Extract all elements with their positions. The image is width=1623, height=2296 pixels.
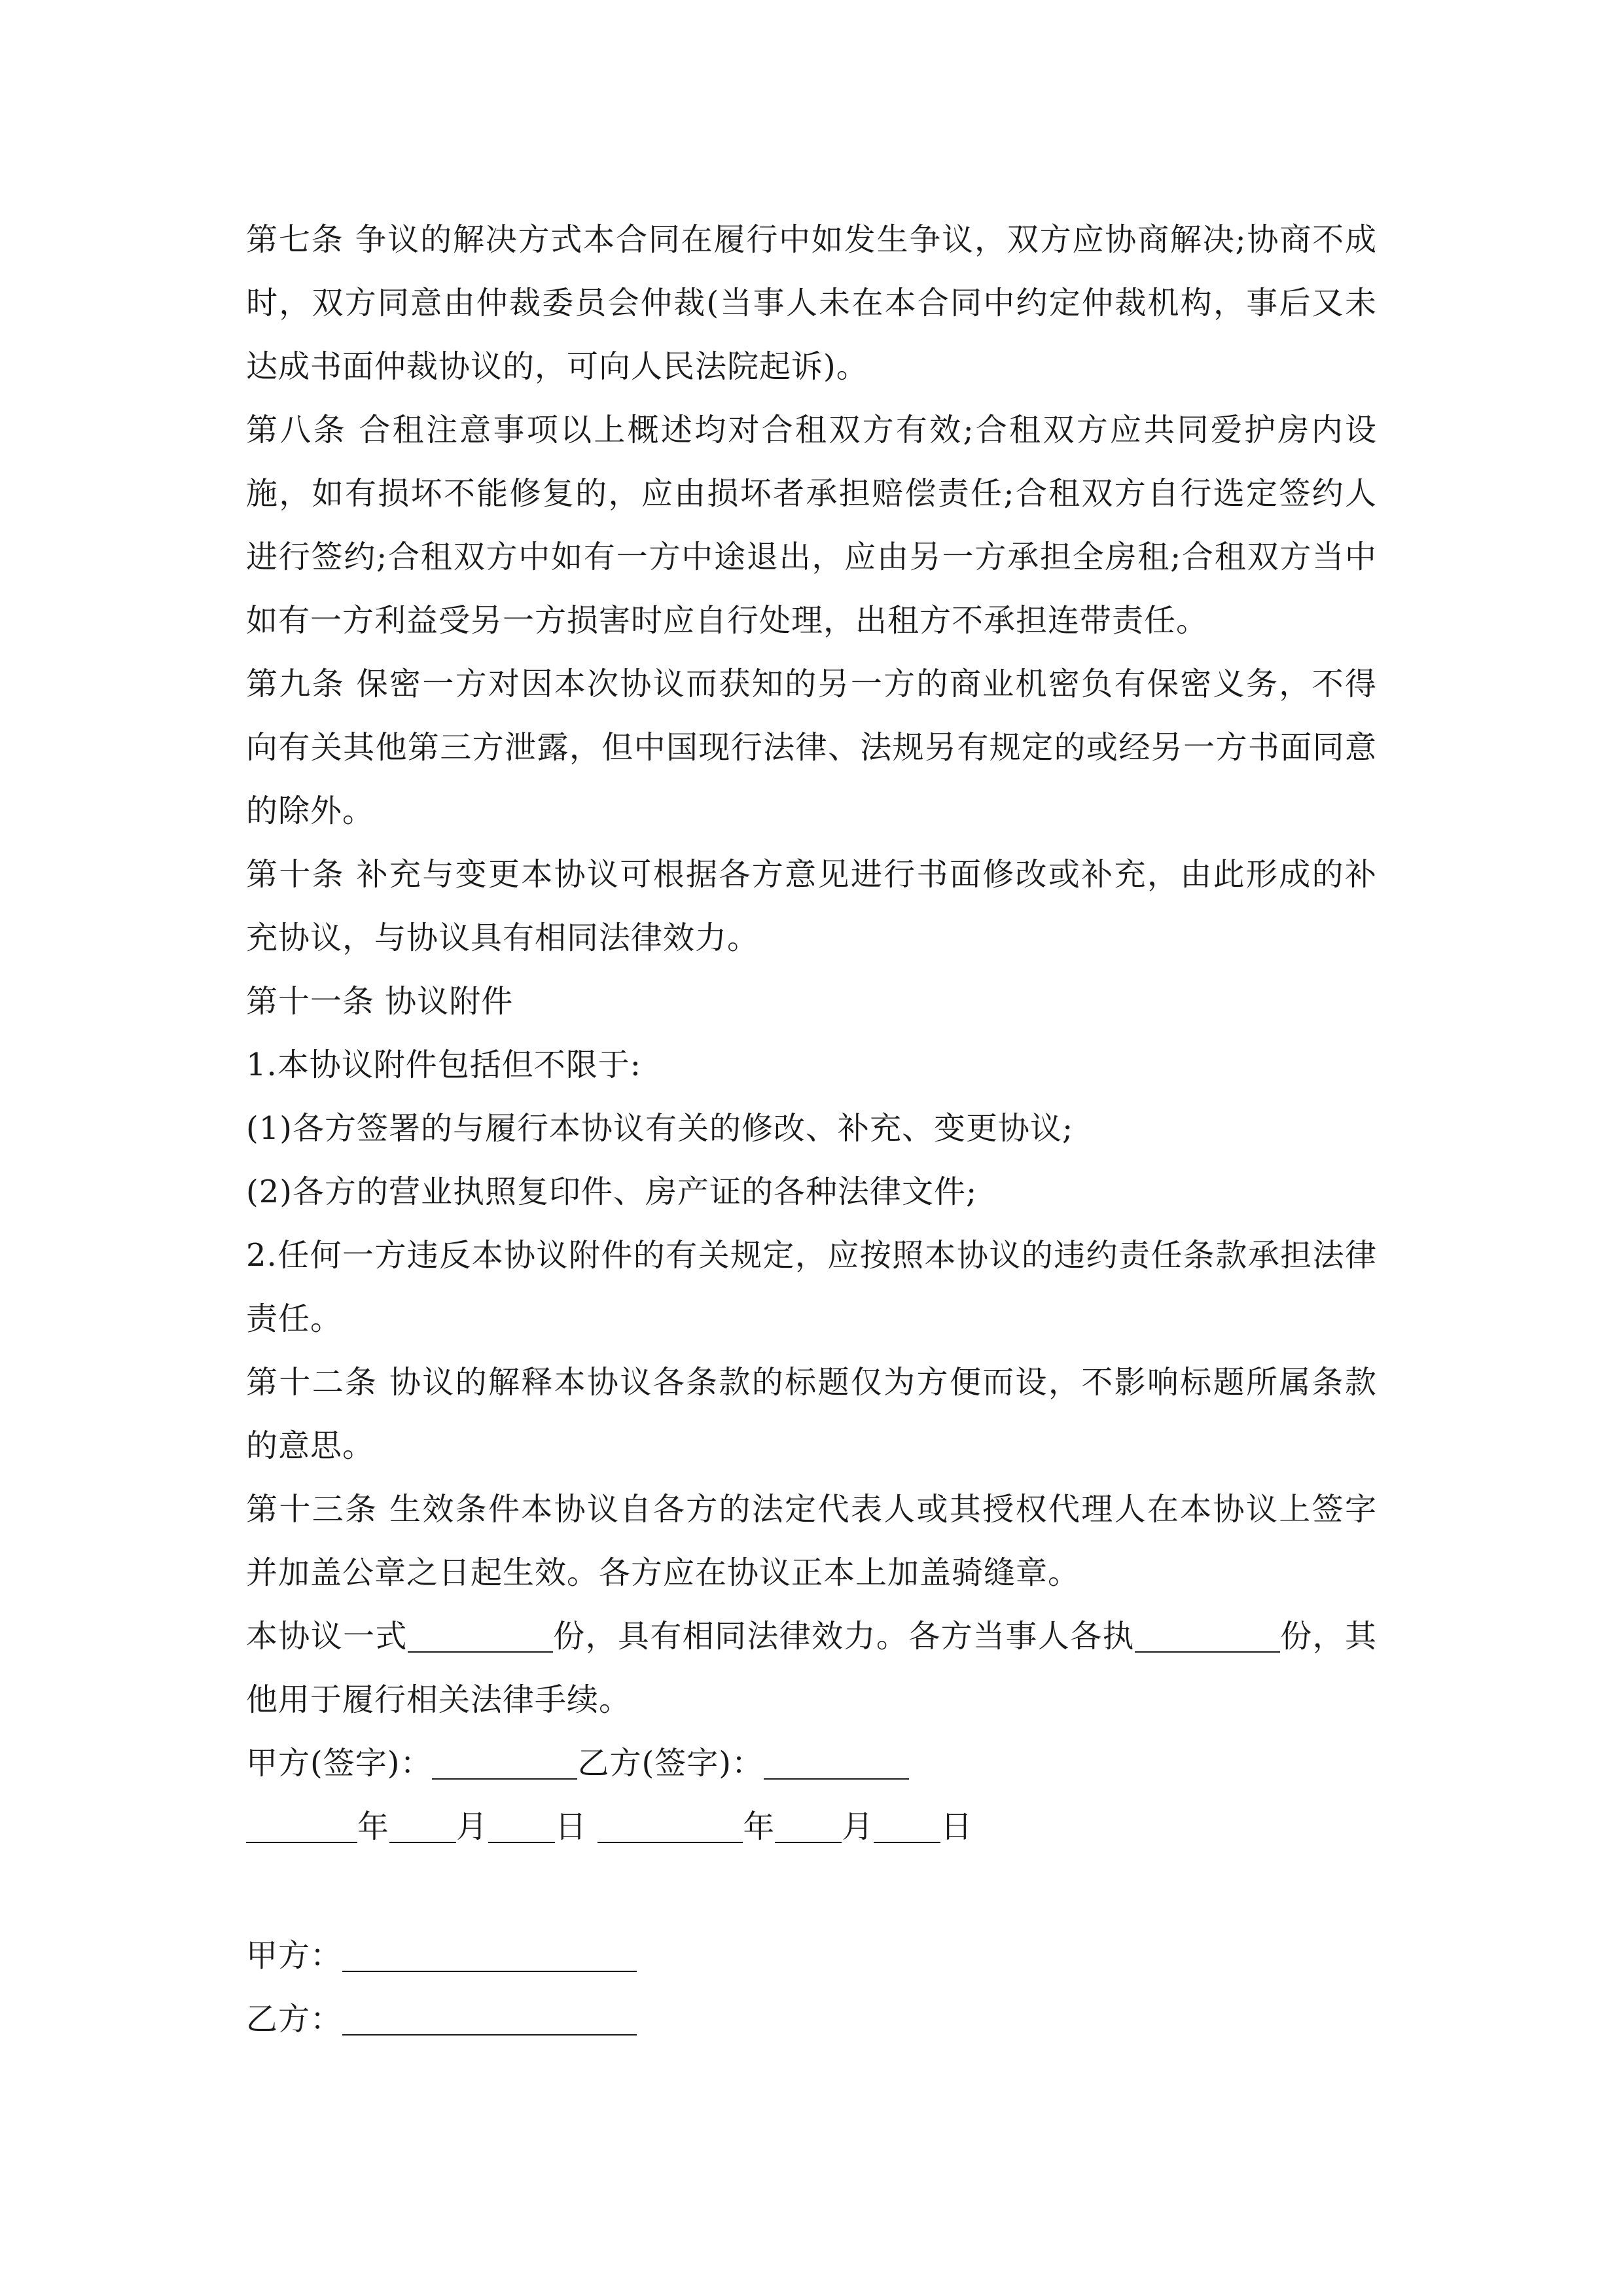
copies-text-3: 份，其他用于履行相关法律手续。 <box>246 1618 1377 1718</box>
article-9: 第九条 保密一方对因本次协议而获知的另一方的商业机密负有保密义务，不得向有关其他第三方泄露，但中国现行法律、法规另有规定的或经另一方书面同意的除外。 <box>246 666 1377 829</box>
party-b-blank[interactable] <box>342 2001 637 2035</box>
article-8: 第八条 合租注意事项以上概述均对合租双方有效;合租双方应共同爱护房内设施，如有损坏不能修复的，应由损坏者承担赔偿责任;合租双方自行选定签约人进行签约;合租双方中如有一方中途退出，应由另一方承担全房租;合租双方当中如有一方利益受另一方损害时应自行处理，出租方不承担连带责任。 <box>246 412 1377 639</box>
party-a-blank[interactable] <box>342 1937 637 1971</box>
article-11-item-2: 2.任何一方违反本协议附件的有关规定，应按照本协议的违约责任条款承担法律责任。 <box>246 1237 1377 1337</box>
article-11-sub-item-1: (1)各方签署的与履行本协议有关的修改、补充、变更协议; <box>246 1110 1074 1147</box>
article-11-item-1: 1.本协议附件包括但不限于: <box>246 1047 641 1083</box>
article-11-title: 第十一条 协议附件 <box>246 983 514 1020</box>
party-a-line <box>246 1924 1377 1988</box>
party-a-sign-blank[interactable] <box>432 1745 577 1779</box>
copies-total-blank[interactable] <box>408 1618 553 1652</box>
party-a-day-blank[interactable] <box>488 1808 555 1842</box>
party-b-label: 乙方： <box>246 2001 343 2037</box>
party-b-month-blank[interactable] <box>775 1808 842 1842</box>
party-b-day-blank[interactable] <box>874 1808 940 1842</box>
article-13: 第十三条 生效条件本协议自各方的法定代表人或其授权代理人在本协议上签字并加盖公章之日起生效。各方应在协议正本上加盖骑缝章。 <box>246 1491 1377 1591</box>
party-b-year-blank[interactable] <box>597 1808 743 1842</box>
copies-clause <box>246 1605 1377 1732</box>
copies-each-blank[interactable] <box>1135 1618 1280 1652</box>
party-a-label: 甲方： <box>246 1937 343 1974</box>
party-a-year-blank[interactable] <box>246 1808 357 1842</box>
article-10: 第十条 补充与变更本协议可根据各方意见进行书面修改或补充，由此形成的补充协议，与协议具有相同法律效力。 <box>246 856 1377 956</box>
signature-line <box>246 1732 1377 1795</box>
article-12: 第十二条 协议的解释本协议各条款的标题仅为方便而设，不影响标题所属条款的意思。 <box>246 1364 1377 1464</box>
copies-text-2: 份，具有相同法律效力。各方当事人各执 <box>552 1618 1135 1655</box>
month-label: 月 <box>842 1808 874 1845</box>
year-label: 年 <box>357 1808 390 1845</box>
party-b-sign-blank[interactable] <box>764 1745 909 1779</box>
party-a-sign-label: 甲方(签字)： <box>246 1745 433 1782</box>
month-label: 月 <box>456 1808 489 1845</box>
article-7: 第七条 争议的解决方式本合同在履行中如发生争议，双方应协商解决;协商不成时，双方同意由仲裁委员会仲裁(当事人未在本合同中约定仲裁机构，事后又未达成书面仲裁协议的，可向人民法院起诉)。 <box>246 221 1377 385</box>
party-b-sign-label: 乙方(签字)： <box>577 1745 764 1782</box>
day-label: 日 <box>555 1808 588 1845</box>
spacer <box>246 1859 1377 1924</box>
date-line <box>246 1795 1377 1859</box>
party-b-line <box>246 1988 1377 2051</box>
document-body <box>246 208 1377 2051</box>
day-label: 日 <box>940 1808 973 1845</box>
copies-text-1: 本协议一式 <box>246 1618 408 1655</box>
article-11-sub-item-2: (2)各方的营业执照复印件、房产证的各种法律文件; <box>246 1174 978 1210</box>
year-label: 年 <box>743 1808 776 1845</box>
party-a-month-blank[interactable] <box>389 1808 456 1842</box>
